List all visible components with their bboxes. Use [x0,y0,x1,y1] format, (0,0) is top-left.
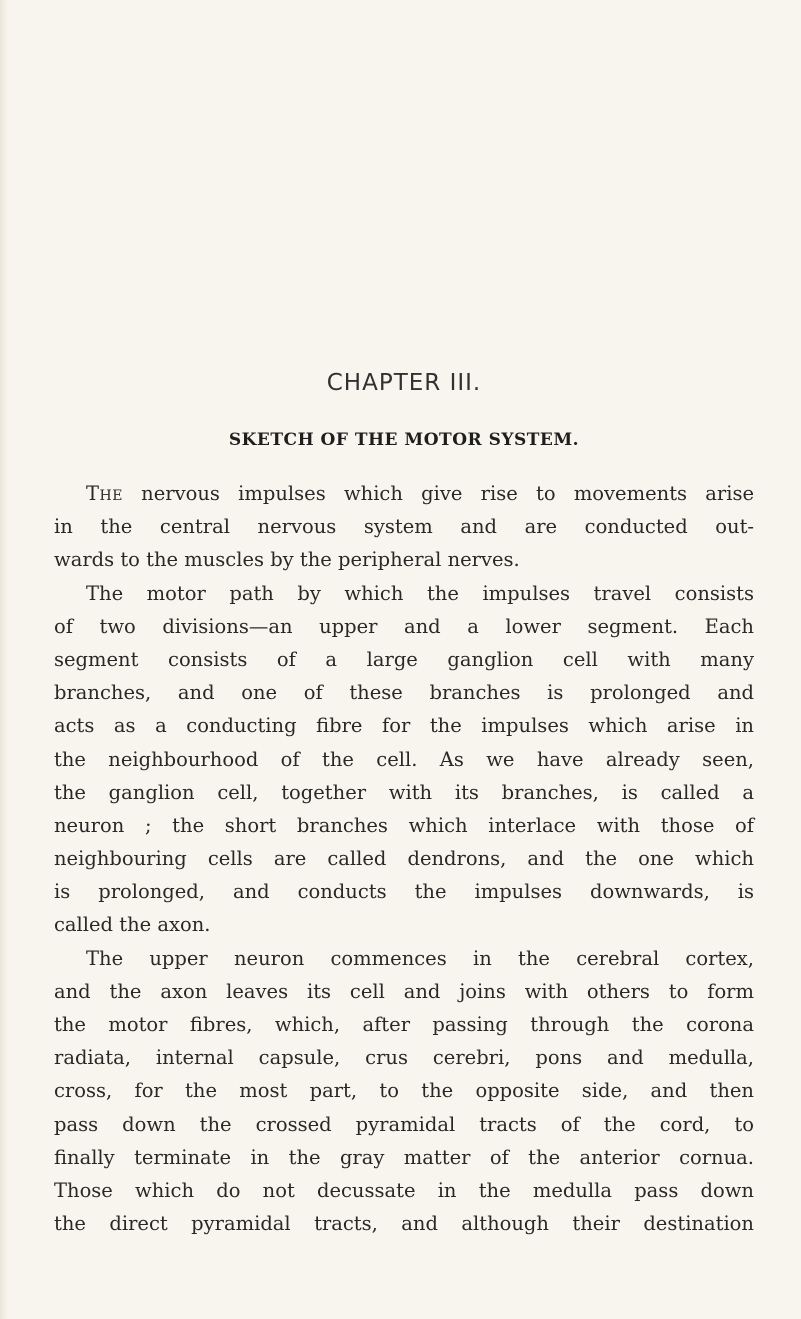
text-line: The upper neuron commences in the cerebral cortex, [86,946,754,970]
text-line: branches, and one of these branches is prolonged and [54,681,754,705]
text-line: the direct pyramidal tracts, and although their destination [54,1212,754,1236]
text-line: called the axon. [54,913,211,937]
text-line: cross, for the most part, to the opposite side, and then [54,1079,754,1103]
text-line: acts as a conducting fibre for the impulses which arise in [54,714,754,738]
text-line: pass down the crossed pyramidal tracts of the cord, to [54,1112,754,1136]
line-text: nervous impulses which give rise to movements arise [122,482,754,505]
text-line: of two divisions—an upper and a lower segment. Each [54,614,754,638]
page-edge-shadow [0,0,8,1319]
text-line: is prolonged, and conducts the impulses downwards, is [54,880,754,904]
text-line: neuron ; the short branches which interlace with those of [54,813,754,837]
text-line: neighbouring cells are called dendrons, and the one which [54,847,754,871]
text-line: the ganglion cell, together with its branches, is called a [54,780,754,804]
text-line: and the axon leaves its cell and joins with others to form [54,979,754,1003]
text-line: The motor path by which the impulses travel consists [86,581,754,605]
text-line: the motor fibres, which, after passing through the corona [54,1013,754,1036]
text-line: finally terminate in the gray matter of the anterior cornua. [54,1145,754,1169]
chapter-heading: CHAPTER III. [326,370,482,396]
text-line: wards to the muscles by the peripheral nerves. [54,548,520,572]
body-text [54,477,754,1240]
book-page [54,0,754,1319]
text-line: the neighbourhood of the cell. As we have already seen, [54,747,754,771]
text-line: Those which do not decussate in the medulla pass down [54,1178,754,1202]
text-line: segment consists of a large ganglion cell with many [54,647,754,671]
text-line [54,477,754,510]
section-title: SKETCH OF THE MOTOR SYSTEM. [228,430,580,450]
text-line: in the central nervous system and are conducted out- [54,515,754,539]
text-line: radiata, internal capsule, crus cerebri, pons and medulla, [54,1046,754,1070]
small-caps-lead: The [86,482,123,505]
